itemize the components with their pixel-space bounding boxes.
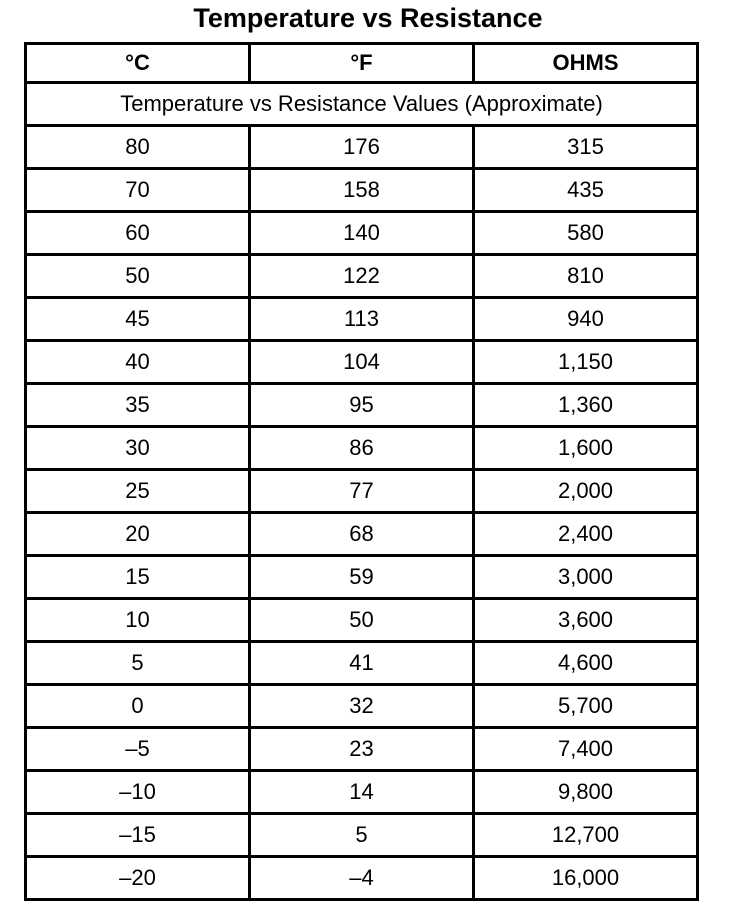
cell-fahrenheit: 32 <box>250 685 474 728</box>
cell-fahrenheit: 140 <box>250 212 474 255</box>
cell-ohms: 3,000 <box>474 556 698 599</box>
table-row <box>26 599 698 642</box>
cell-fahrenheit: 68 <box>250 513 474 556</box>
cell-fahrenheit: 41 <box>250 642 474 685</box>
cell-ohms: 1,360 <box>474 384 698 427</box>
cell-fahrenheit: 104 <box>250 341 474 384</box>
table-row <box>26 298 698 341</box>
table-row <box>26 341 698 384</box>
cell-celsius: 20 <box>26 513 250 556</box>
cell-celsius: 25 <box>26 470 250 513</box>
table-row <box>26 728 698 771</box>
cell-fahrenheit: 122 <box>250 255 474 298</box>
cell-celsius: 40 <box>26 341 250 384</box>
table-row <box>26 126 698 169</box>
cell-celsius: 0 <box>26 685 250 728</box>
cell-celsius: –5 <box>26 728 250 771</box>
cell-fahrenheit: 176 <box>250 126 474 169</box>
cell-fahrenheit: 86 <box>250 427 474 470</box>
cell-fahrenheit: 23 <box>250 728 474 771</box>
cell-ohms: 5,700 <box>474 685 698 728</box>
cell-fahrenheit: –4 <box>250 857 474 900</box>
cell-ohms: 940 <box>474 298 698 341</box>
table-row <box>26 427 698 470</box>
table-row <box>26 642 698 685</box>
table-row <box>26 556 698 599</box>
cell-celsius: 60 <box>26 212 250 255</box>
cell-celsius: 50 <box>26 255 250 298</box>
cell-ohms: 16,000 <box>474 857 698 900</box>
table-row <box>26 169 698 212</box>
cell-fahrenheit: 113 <box>250 298 474 341</box>
cell-fahrenheit: 5 <box>250 814 474 857</box>
cell-fahrenheit: 77 <box>250 470 474 513</box>
table-row <box>26 771 698 814</box>
table-row <box>26 255 698 298</box>
cell-ohms: 3,600 <box>474 599 698 642</box>
temperature-resistance-table <box>24 42 699 901</box>
subtitle-row <box>26 83 698 126</box>
cell-fahrenheit: 14 <box>250 771 474 814</box>
cell-ohms: 1,600 <box>474 427 698 470</box>
cell-celsius: –10 <box>26 771 250 814</box>
cell-celsius: 35 <box>26 384 250 427</box>
cell-ohms: 7,400 <box>474 728 698 771</box>
cell-ohms: 4,600 <box>474 642 698 685</box>
table-row <box>26 685 698 728</box>
cell-celsius: 30 <box>26 427 250 470</box>
cell-celsius: 80 <box>26 126 250 169</box>
cell-celsius: 10 <box>26 599 250 642</box>
table-row <box>26 857 698 900</box>
cell-ohms: 1,150 <box>474 341 698 384</box>
cell-ohms: 12,700 <box>474 814 698 857</box>
table-row <box>26 384 698 427</box>
cell-ohms: 810 <box>474 255 698 298</box>
page-title: Temperature vs Resistance <box>193 3 543 33</box>
column-header-fahrenheit: °F <box>250 44 474 83</box>
cell-celsius: 45 <box>26 298 250 341</box>
cell-celsius: 15 <box>26 556 250 599</box>
header-row <box>26 44 698 83</box>
cell-ohms: 315 <box>474 126 698 169</box>
column-header-celsius: °C <box>26 44 250 83</box>
cell-ohms: 2,400 <box>474 513 698 556</box>
cell-celsius: 5 <box>26 642 250 685</box>
table-row <box>26 513 698 556</box>
table-row <box>26 470 698 513</box>
cell-fahrenheit: 50 <box>250 599 474 642</box>
cell-celsius: –15 <box>26 814 250 857</box>
cell-ohms: 9,800 <box>474 771 698 814</box>
cell-celsius: –20 <box>26 857 250 900</box>
table-subtitle: Temperature vs Resistance Values (Approximate) <box>26 83 698 126</box>
cell-celsius: 70 <box>26 169 250 212</box>
column-header-ohms: OHMS <box>474 44 698 83</box>
cell-ohms: 435 <box>474 169 698 212</box>
table-row <box>26 212 698 255</box>
cell-ohms: 2,000 <box>474 470 698 513</box>
cell-fahrenheit: 95 <box>250 384 474 427</box>
cell-fahrenheit: 158 <box>250 169 474 212</box>
table-row <box>26 814 698 857</box>
cell-fahrenheit: 59 <box>250 556 474 599</box>
cell-ohms: 580 <box>474 212 698 255</box>
